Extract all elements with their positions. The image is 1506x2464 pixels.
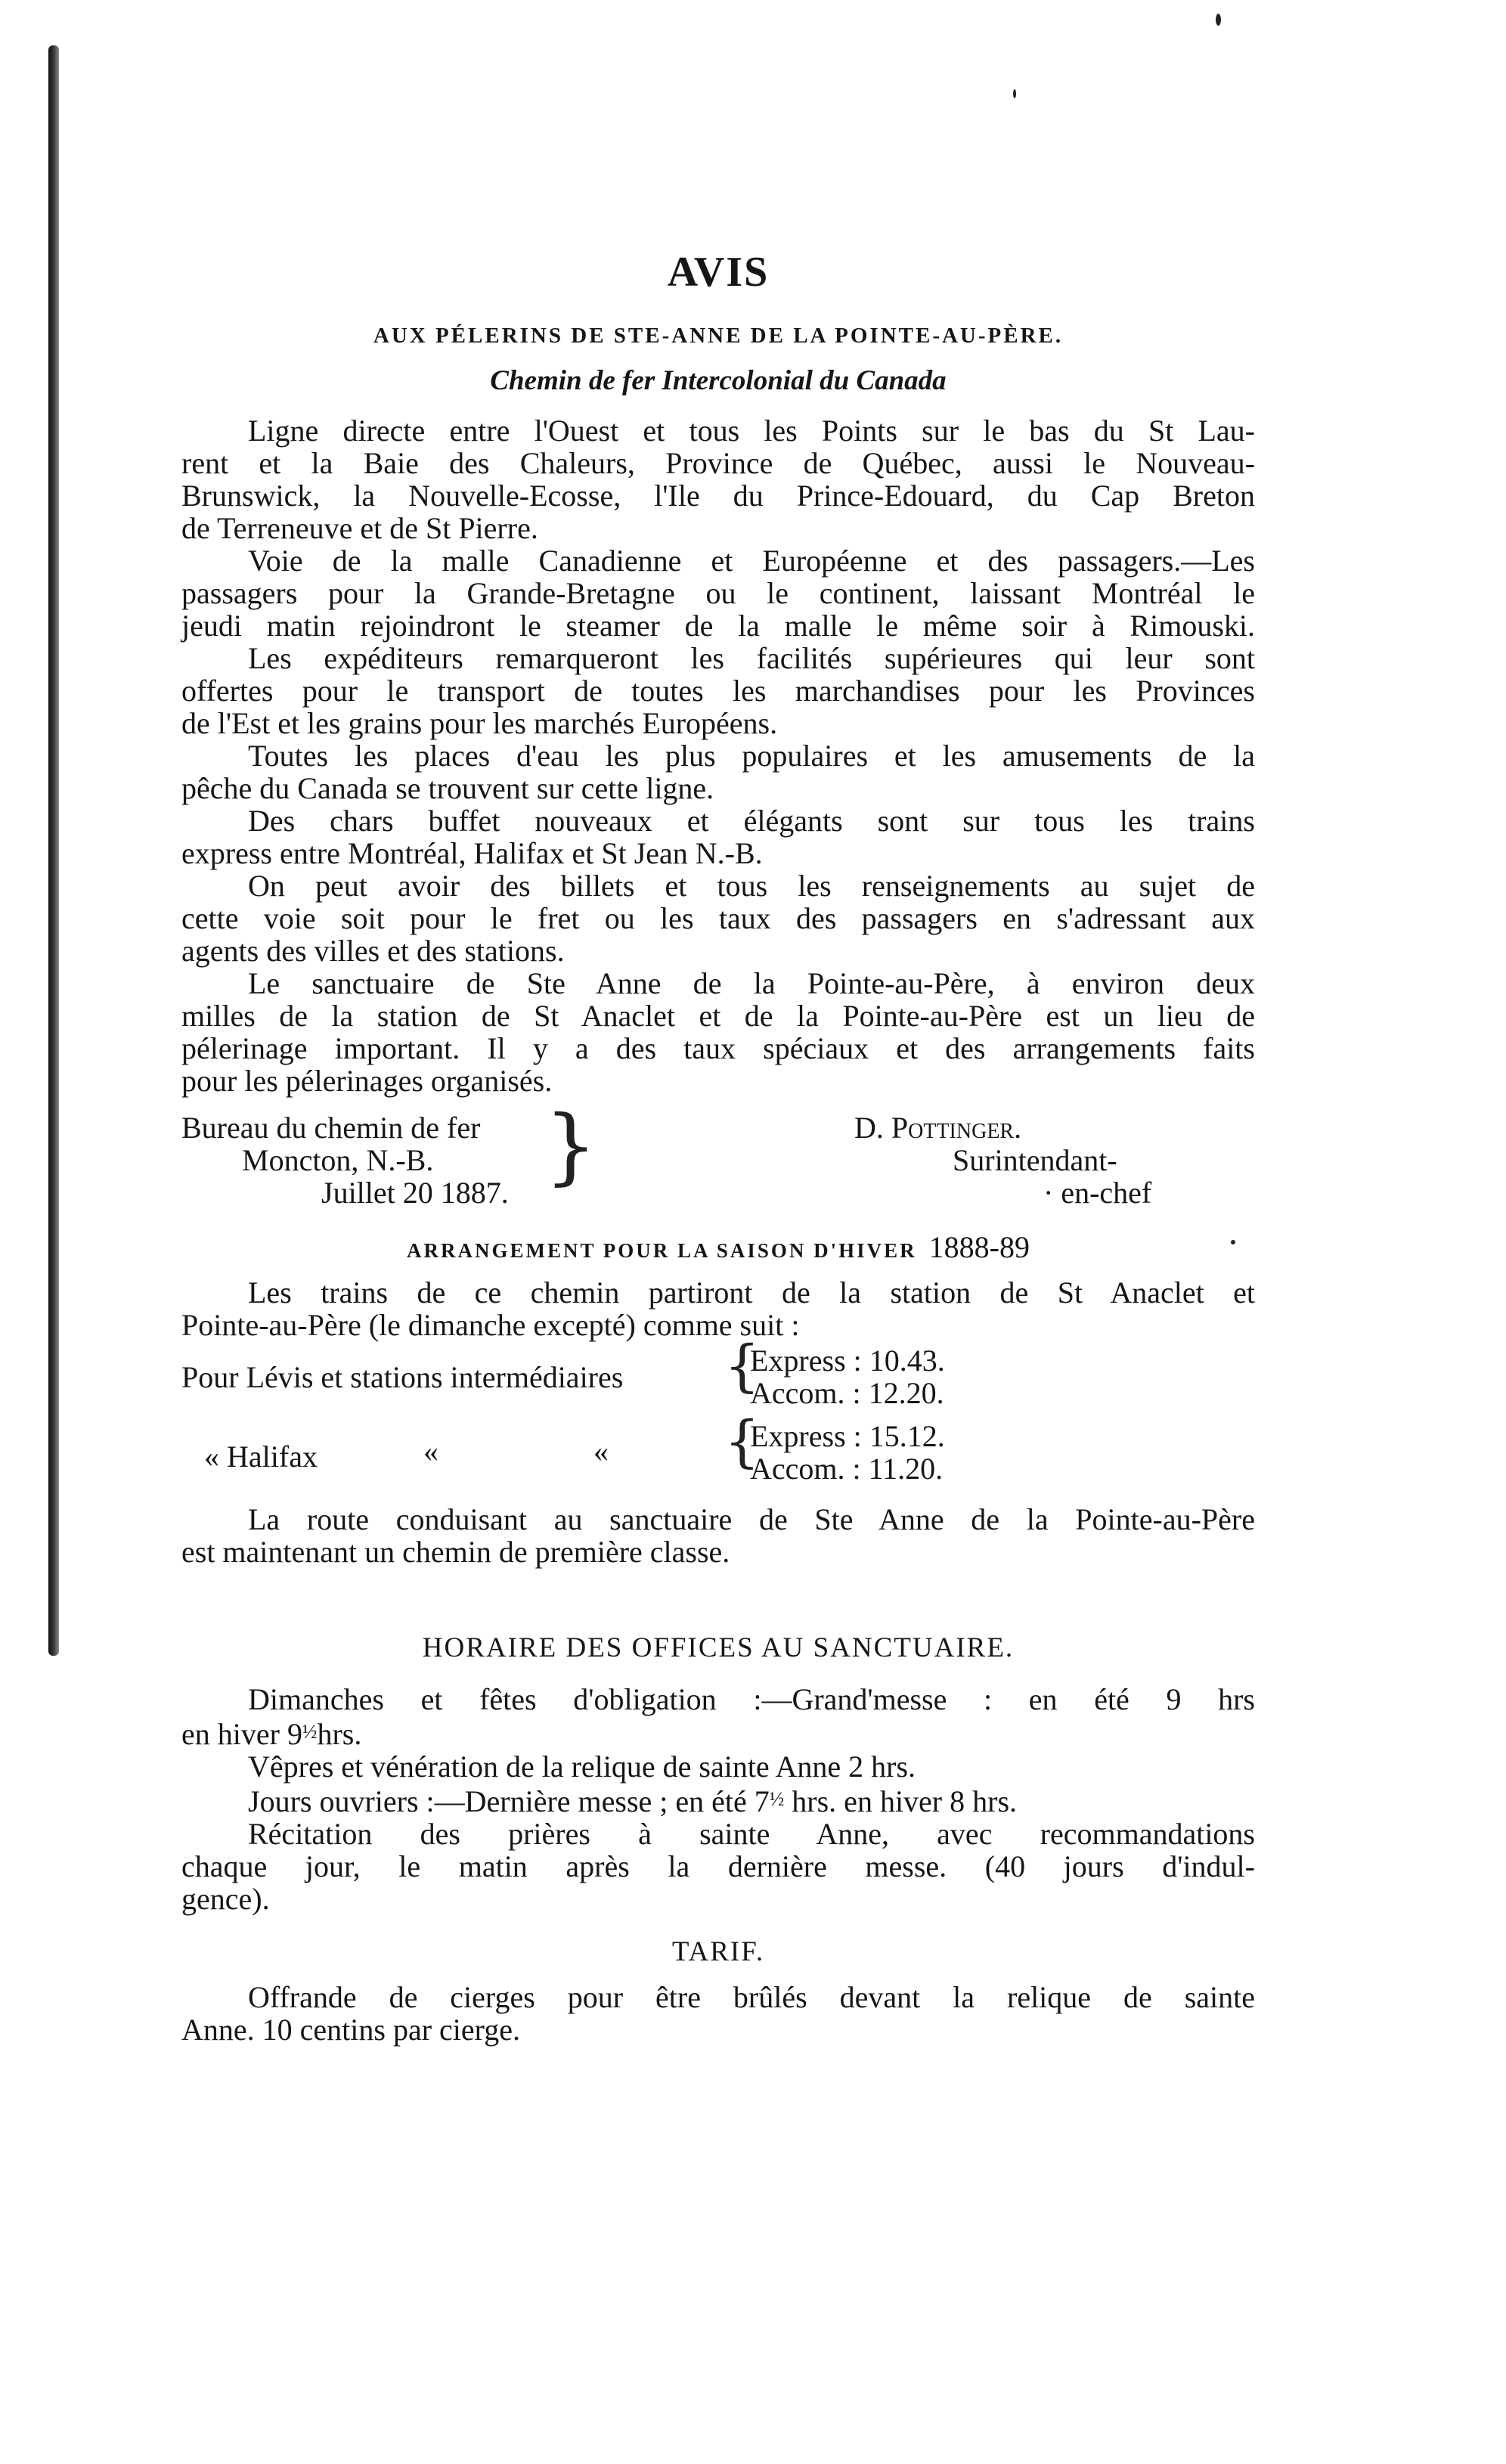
text-line: express entre Montréal, Halifax et St Jean N.-B. (181, 836, 763, 870)
paragraph-voie-malle (181, 544, 1255, 642)
ink-speck (1216, 14, 1221, 26)
text-line (181, 1783, 1255, 1818)
text-line: Les expéditeurs remarqueront les facilités supérieures qui leur sont (248, 641, 1255, 675)
office-line: Juillet 20 1887. (321, 1176, 509, 1210)
paragraph-ligne-directe (181, 414, 1255, 544)
text-line: de Terreneuve et de St Pierre. (181, 511, 538, 545)
text-line: gence). (181, 1882, 270, 1916)
text-line: cette voie soit pour le fret ou les taux des passagers en s'adressant aux (181, 901, 1255, 935)
fraction: ½ (769, 1788, 785, 1810)
timetable-accom: Accom. : 12.20. (750, 1376, 944, 1410)
paragraph-chars-buffet (181, 804, 1255, 869)
text-segment: Jours ouvriers :—Dernière messe ; en été 7 (248, 1784, 770, 1818)
text-line: Pointe-au-Père (le dimanche excepté) comme suit : (181, 1308, 800, 1342)
right-brace: } (544, 1097, 597, 1194)
text-line: milles de la station de St Anaclet et de la Pointe-au-Père est un lieu de (181, 999, 1255, 1033)
text-line (181, 1716, 1255, 1750)
text-line: agents des villes et des stations. (181, 934, 565, 968)
text-line: pêche du Canada se trouvent sur cette ligne. (181, 771, 714, 805)
tarif-title: TARIF. (671, 1936, 765, 1967)
text-line: rent et la Baie des Chaleurs, Province de Québec, aussi le Nouveau- (181, 446, 1255, 480)
notice-subtitle: AUX PÉLERINS DE STE-ANNE DE LA POINTE-AU-PÈRE. (373, 324, 1064, 348)
horaire-title: HORAIRE DES OFFICES AU SANCTUAIRE. (422, 1632, 1015, 1663)
text-line: offertes pour le transport de toutes les marchandises pour les Provinces (181, 674, 1255, 708)
signatory-name: D. Pottinger. (854, 1111, 1022, 1145)
text-line: pour les pélerinages organisés. (181, 1064, 553, 1098)
text-segment: en hiver 9 (181, 1717, 302, 1751)
horaire-block (181, 1683, 1255, 1915)
railway-name: Chemin de fer Intercolonial du Canada (490, 365, 947, 396)
signatory-role: Surintendant- (953, 1143, 1117, 1177)
fraction: ½ (302, 1721, 318, 1743)
office-line: Bureau du chemin de fer (181, 1111, 481, 1145)
text-line: Des chars buffet nouveaux et élégants sont sur tous les trains (248, 804, 1255, 838)
ditto-mark: « (423, 1434, 438, 1468)
office-line: Moncton, N.-B. (242, 1143, 434, 1177)
text-segment: hrs. en hiver 8 hrs. (784, 1784, 1018, 1818)
timetable-destination: Pour Lévis et stations intermédiaires (181, 1360, 624, 1394)
ditto-mark: « (593, 1434, 609, 1468)
text-line: Récitation des prières à sainte Anne, avec recommandations (248, 1817, 1255, 1851)
route-note (181, 1503, 1255, 1568)
text-line: passagers pour la Grande-Bretagne ou le continent, laissant Montréal le (181, 576, 1255, 610)
paragraph-billets (181, 869, 1255, 967)
paragraph-sanctuaire (181, 967, 1255, 1097)
text-line: Dimanches et fêtes d'obligation :—Grand'messe : en été 9 hrs (248, 1682, 1255, 1716)
timetable-express: Express : 15.12. (750, 1419, 945, 1453)
text-line: La route conduisant au sanctuaire de Ste Anne de la Pointe-au-Père (248, 1502, 1255, 1536)
text-line: Le sanctuaire de Ste Anne de la Pointe-au-Père, à environ deux (248, 966, 1255, 1000)
timetable-destination: « Halifax (204, 1440, 318, 1474)
timetable-accom: Accom. : 11.20. (750, 1452, 944, 1486)
text-line: est maintenant un chemin de première classe. (181, 1535, 730, 1569)
arrangement-intro (181, 1276, 1255, 1341)
text-line: Offrande de cierges pour être brûlés devant la relique de sainte (248, 1980, 1255, 2014)
text-line: Brunswick, la Nouvelle-Ecosse, l'Ile du Prince-Edouard, du Cap Breton (181, 479, 1255, 513)
text-line: pélerinage important. Il y a des taux spéciaux et des arrangements faits (181, 1031, 1255, 1065)
left-brace: { (724, 1334, 761, 1399)
paragraph-places-eau (181, 739, 1255, 804)
page-binding-edge (48, 45, 59, 1656)
text-line: Toutes les places d'eau les plus populaires et les amusements de la (248, 739, 1255, 773)
tarif-block (181, 1981, 1255, 2046)
text-line: Voie de la malle Canadienne et Européenne et des passagers.—Les (248, 544, 1255, 578)
text-line: de l'Est et les grains pour les marchés Européens. (181, 706, 778, 740)
signatory-role: · en-chef (1043, 1176, 1152, 1210)
ink-speck (1013, 89, 1016, 98)
left-brace: { (724, 1409, 761, 1474)
text-line: On peut avoir des billets et tous les renseignements au sujet de (248, 869, 1255, 903)
text-line: jeudi matin rejoindront le steamer de la malle le même soir à Rimouski. (181, 609, 1255, 643)
text-line: Les trains de ce chemin partiront de la station de St Anaclet et (248, 1275, 1255, 1309)
notice-title: AVIS (667, 249, 770, 296)
text-line: Ligne directe entre l'Ouest et tous les Points sur le bas du St Lau- (248, 414, 1255, 448)
paragraph-expediteurs (181, 642, 1255, 739)
text-line: Vêpres et vénération de la relique de sainte Anne 2 hrs. (248, 1750, 916, 1784)
text-segment: hrs. (317, 1717, 362, 1751)
timetable-express: Express : 10.43. (750, 1344, 945, 1378)
arrangement-years: 1888-89 (928, 1230, 1030, 1264)
arrangement-heading-text: ARRANGEMENT POUR LA SAISON D'HIVER (407, 1239, 917, 1262)
arrangement-heading (181, 1229, 1255, 1265)
text-line: Anne. 10 centins par cierge. (181, 2013, 520, 2047)
text-line: chaque jour, le matin après la dernière messe. (40 jours d'indul- (181, 1849, 1255, 1883)
